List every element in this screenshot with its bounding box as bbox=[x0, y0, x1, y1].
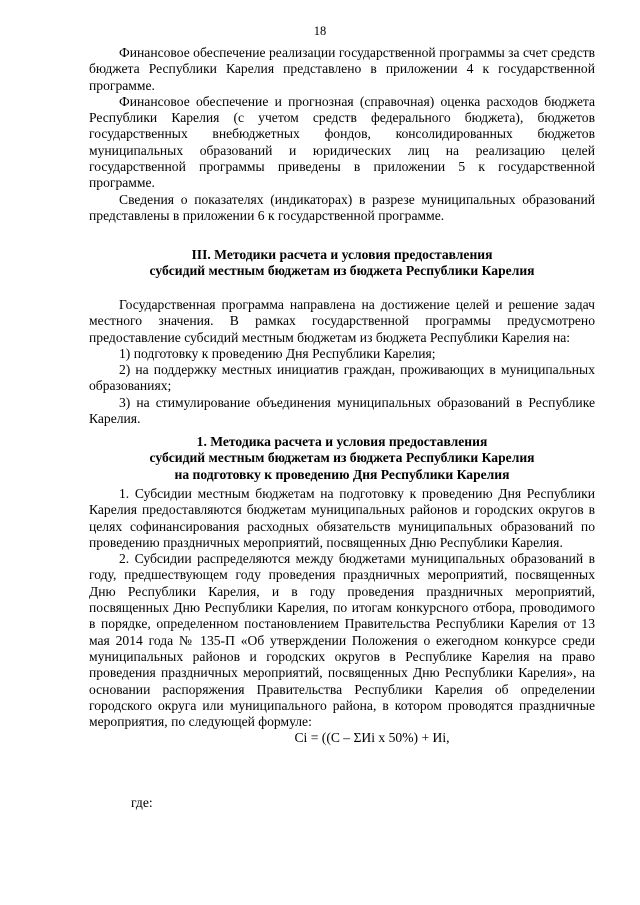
subsidy-item-2: 2) на поддержку местных инициатив граждан, проживающих в муниципальных образованиях; bbox=[89, 362, 595, 394]
section3-body bbox=[89, 297, 595, 427]
subsidy-item-1: 1) подготовку к проведению Дня Республики Карелия; bbox=[119, 345, 436, 361]
section3-heading bbox=[89, 247, 595, 280]
subsidy-formula: Сi = ((С – ΣИi х 50%) + Иi, bbox=[294, 730, 450, 746]
section3-title-line-2: субсидий местным бюджетам из бюджета Республики Карелия bbox=[149, 263, 535, 279]
method1-title-line-2: субсидий местным бюджетам из бюджета Республики Карелия bbox=[149, 450, 535, 466]
method1-heading bbox=[89, 434, 595, 483]
subsidy-item-3: 3) на стимулирование объединения муниципальных образований в Республике Карелия. bbox=[89, 394, 595, 427]
method1-paragraph-1: 1. Субсидии местным бюджетам на подготовку к проведению Дня Республики Карелия предоставляются бюджетам муниципальных районов и городских округов в целях софинансирования расходных обязательств муниципальных образований по проведению праздничных мероприятий, посвященных Дню Республики Карелия. bbox=[89, 486, 595, 550]
method1-title-line-3: на подготовку к проведению Дня Республики Карелия bbox=[174, 466, 510, 482]
section3-title-line-1: III. Методики расчета и условия предоставления bbox=[191, 247, 493, 262]
where-label: где: bbox=[131, 795, 153, 810]
page-number: 18 bbox=[313, 24, 327, 38]
intro-paragraph-2: Финансовое обеспечение и прогнозная (справочная) оценка расходов бюджета Республики Карелия (с учетом средств федерального бюджета), бюджетов государственных внебюджетных фондов, консолидированных бюджетов муниципальных образований и юридических лиц на реализацию целей государственной программы приведены в приложении 5 к государственной программе. bbox=[89, 93, 595, 191]
method1-body bbox=[89, 486, 595, 747]
intro-paragraph-3: Сведения о показателях (индикаторах) в разрезе муниципальных образований представлены в приложении 6 к государственной программе. bbox=[89, 191, 595, 223]
method1-paragraph-2: 2. Субсидии распределяются между бюджетами муниципальных образований в году, предшествующем году проведения праздничных мероприятий, посвященных Дню Республики Карелия, и в году проведения праздничных мероприятий, посвященных Дню Республики Карелия, по итогам конкурсного отбора, проводимого в порядке, определенном постановлением Правительства Республики Карелия от 13 мая 2014 года № 135-П «Об утверждении Положения о ежегодном конкурсе среди муниципальных районов и городских округов в Республике Карелия на право проведения праздничных мероприятий, посвященных Дню Республики Карелия», на основании распоряжения Правительства Республики Карелия об определении городского округа или муниципального района, в котором проводятся праздничные мероприятия, по следующей формуле: bbox=[89, 551, 595, 730]
method1-title-line-1: 1. Методика расчета и условия предоставления bbox=[196, 434, 488, 449]
intro-paragraph-1: Финансовое обеспечение реализации государственной программы за счет средств бюджета Республики Карелия представлено в приложении 4 к государственной программе. bbox=[89, 45, 595, 93]
subsidy-list bbox=[89, 346, 595, 427]
section3-intro: Государственная программа направлена на достижение целей и решение задач местного значения. В рамках государственной программы предусмотрено предоставление субсидий местным бюджетам из бюджета Республики Карелия на: bbox=[89, 297, 595, 345]
intro-block bbox=[89, 45, 595, 224]
where-block bbox=[89, 795, 595, 811]
